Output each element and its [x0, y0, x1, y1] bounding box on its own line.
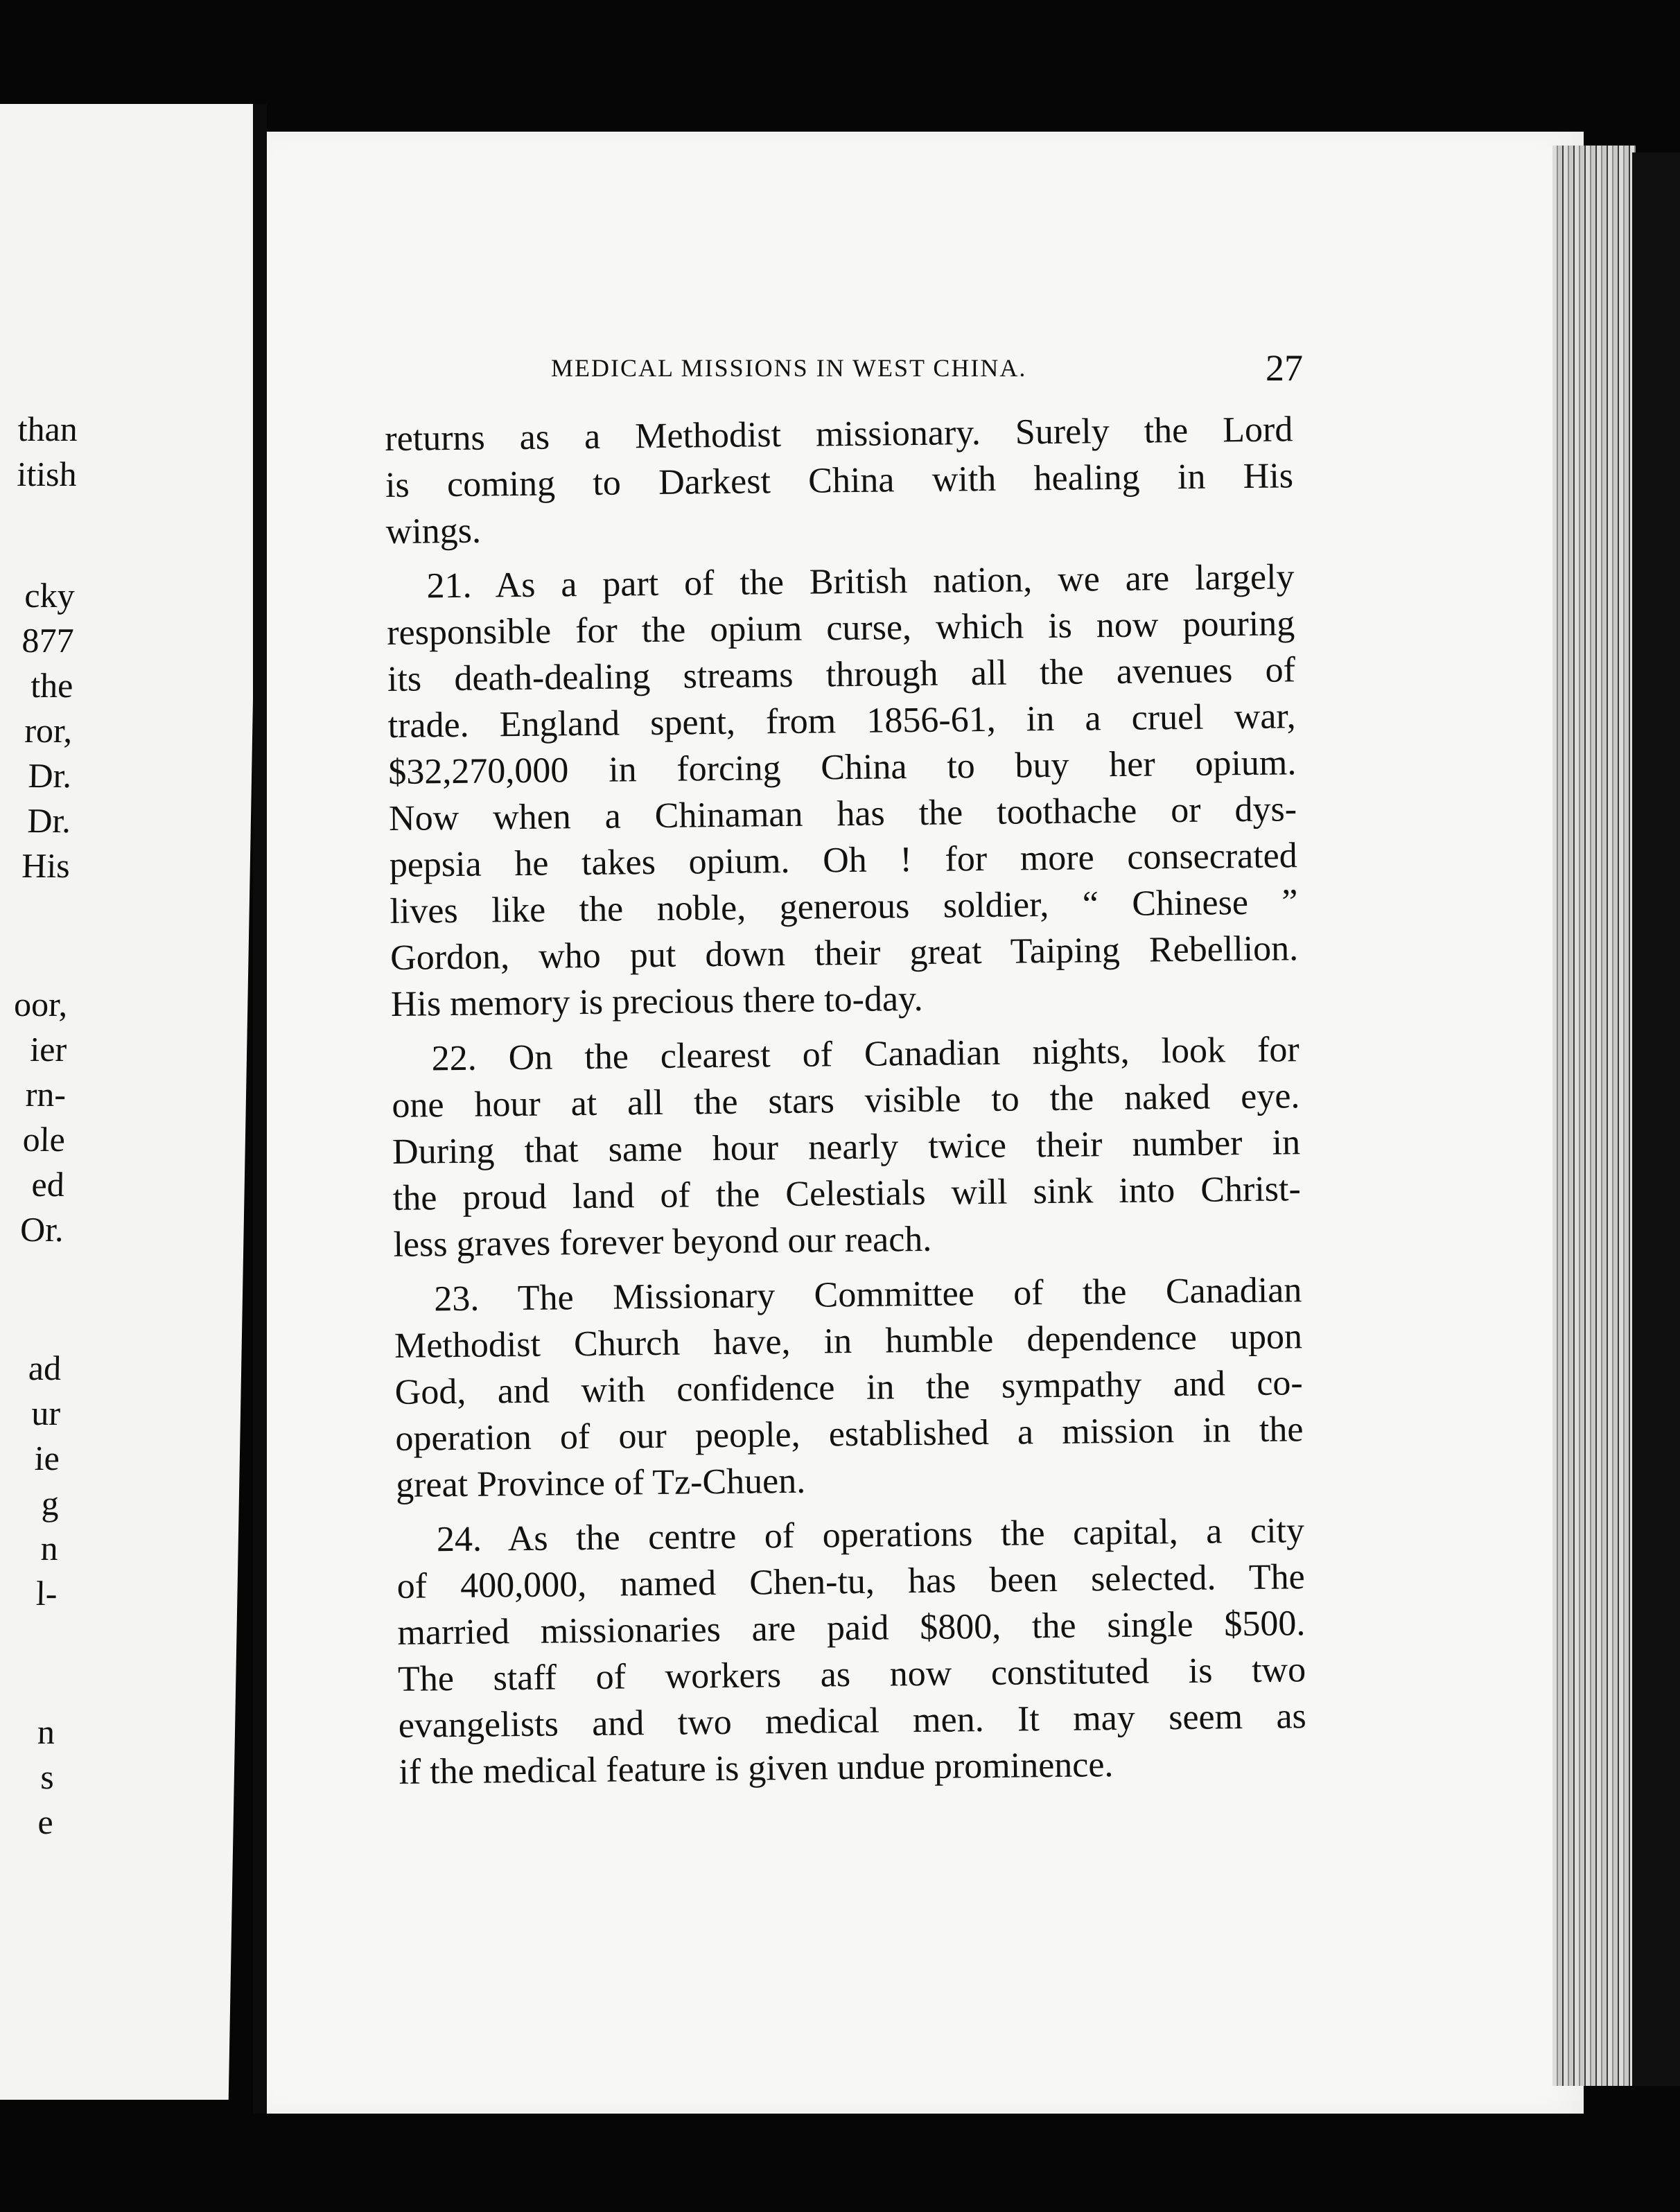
- facing-page-fragment: His: [21, 846, 71, 885]
- text-line: its death-dealing streams through all the avenues of: [387, 650, 1296, 699]
- text-line: of 400,000, named Chen-tu, has been selected. The: [396, 1557, 1305, 1606]
- facing-page-fragment: n: [37, 1712, 55, 1751]
- text-line: evangelists and two medical men. It may seem as: [398, 1696, 1307, 1746]
- facing-page-fragment: e: [37, 1802, 54, 1841]
- text-line: responsible for the opium curse, which is now pouring: [386, 604, 1295, 653]
- text-line: operation of our people, established a mission in the: [395, 1410, 1304, 1459]
- text-line: one hour at all the stars visible to the naked eye.: [392, 1076, 1300, 1125]
- text-line: Gordon, who put down their great Taiping Rebellion.: [390, 929, 1299, 978]
- text-line: lives like the noble, generous soldier, “ Chinese ”: [390, 882, 1298, 931]
- facing-page-fragment: ur: [30, 1394, 61, 1432]
- facing-page-fragment: rn-: [25, 1075, 67, 1114]
- text-line: Methodist Church have, in humble dependence upon: [394, 1317, 1303, 1366]
- page-number: 27: [1266, 347, 1303, 389]
- facing-page-fragment: s: [40, 1757, 55, 1796]
- facing-page-fragment: ie: [34, 1439, 60, 1477]
- text-line: The staff of workers as now constituted is two: [397, 1650, 1306, 1699]
- facing-page-fragment: n: [40, 1529, 59, 1568]
- facing-page-fragment: cky: [24, 576, 76, 615]
- text-line: wings.: [385, 511, 482, 552]
- facing-page-fragment: Dr.: [28, 756, 72, 795]
- facing-page-fragment: ier: [29, 1030, 67, 1069]
- paragraph: [385, 406, 1294, 555]
- facing-page-fragment: ole: [22, 1120, 66, 1159]
- facing-page-fragment: the: [30, 666, 73, 705]
- facing-page-fragment: itish: [17, 455, 78, 493]
- running-head: [551, 346, 1303, 388]
- text-line: the proud land of the Celestials will sink into Christ-: [392, 1169, 1302, 1218]
- facing-page-fragment: than: [17, 410, 78, 448]
- facing-page-fragment: ror,: [24, 711, 73, 750]
- text-line: 22. On the clearest of Canadian nights, look for: [431, 1030, 1300, 1079]
- text-line: is coming to Darkest China with healing in His: [385, 456, 1294, 505]
- facing-page-fragment: l-: [35, 1574, 58, 1613]
- facing-page-fragment: 877: [21, 621, 74, 660]
- text-line: $32,270,000 in forcing China to buy her opium.: [388, 743, 1297, 792]
- text-line: 21. As a part of the British nation, we are largely: [426, 557, 1295, 606]
- paragraph: [386, 554, 1299, 1028]
- paragraph: [396, 1507, 1307, 1796]
- page-edges: [1552, 146, 1636, 2086]
- book-cover-edge: [1632, 152, 1680, 2086]
- facing-page-fragment: ad: [28, 1349, 62, 1387]
- book-gutter: [253, 104, 267, 2114]
- text-line: 24. As the centre of operations the capital, a city: [436, 1511, 1305, 1560]
- paragraph: [391, 1026, 1301, 1268]
- facing-page-fragment: Dr.: [26, 801, 71, 840]
- text-line: trade. England spent, from 1856-61, in a cruel war,: [387, 696, 1296, 746]
- text-line: Now when a Chinaman has the toothache or dys-: [388, 789, 1297, 839]
- facing-page-fragment: g: [41, 1484, 60, 1522]
- text-line: His memory is precious there to-day.: [390, 978, 923, 1024]
- running-title: MEDICAL MISSIONS IN WEST CHINA.: [551, 354, 1027, 382]
- text-line: pepsia he takes opium. Oh ! for more consecrated: [389, 836, 1298, 885]
- facing-page-fragment: Or.: [19, 1210, 64, 1249]
- facing-page-fragment: ed: [31, 1165, 65, 1204]
- facing-page-left: [0, 104, 263, 2100]
- text-line: During that same hour nearly twice their number in: [392, 1123, 1301, 1172]
- paragraph: [394, 1267, 1304, 1509]
- text-line: God, and with confidence in the sympathy and co-: [394, 1363, 1303, 1412]
- text-line: married missionaries are paid $800, the single $500.: [397, 1604, 1306, 1653]
- text-line: 23. The Missionary Committee of the Canadian: [434, 1270, 1302, 1319]
- facing-page-fragment: oor,: [13, 985, 68, 1024]
- body-text: [385, 406, 1307, 1804]
- text-line: returns as a Methodist missionary. Surely the Lord: [385, 410, 1293, 459]
- text-line: great Province of Tz-Chuen.: [395, 1461, 806, 1505]
- text-line: if the medical feature is given undue prominence.: [399, 1745, 1114, 1792]
- text-line: less graves forever beyond our reach.: [393, 1219, 932, 1265]
